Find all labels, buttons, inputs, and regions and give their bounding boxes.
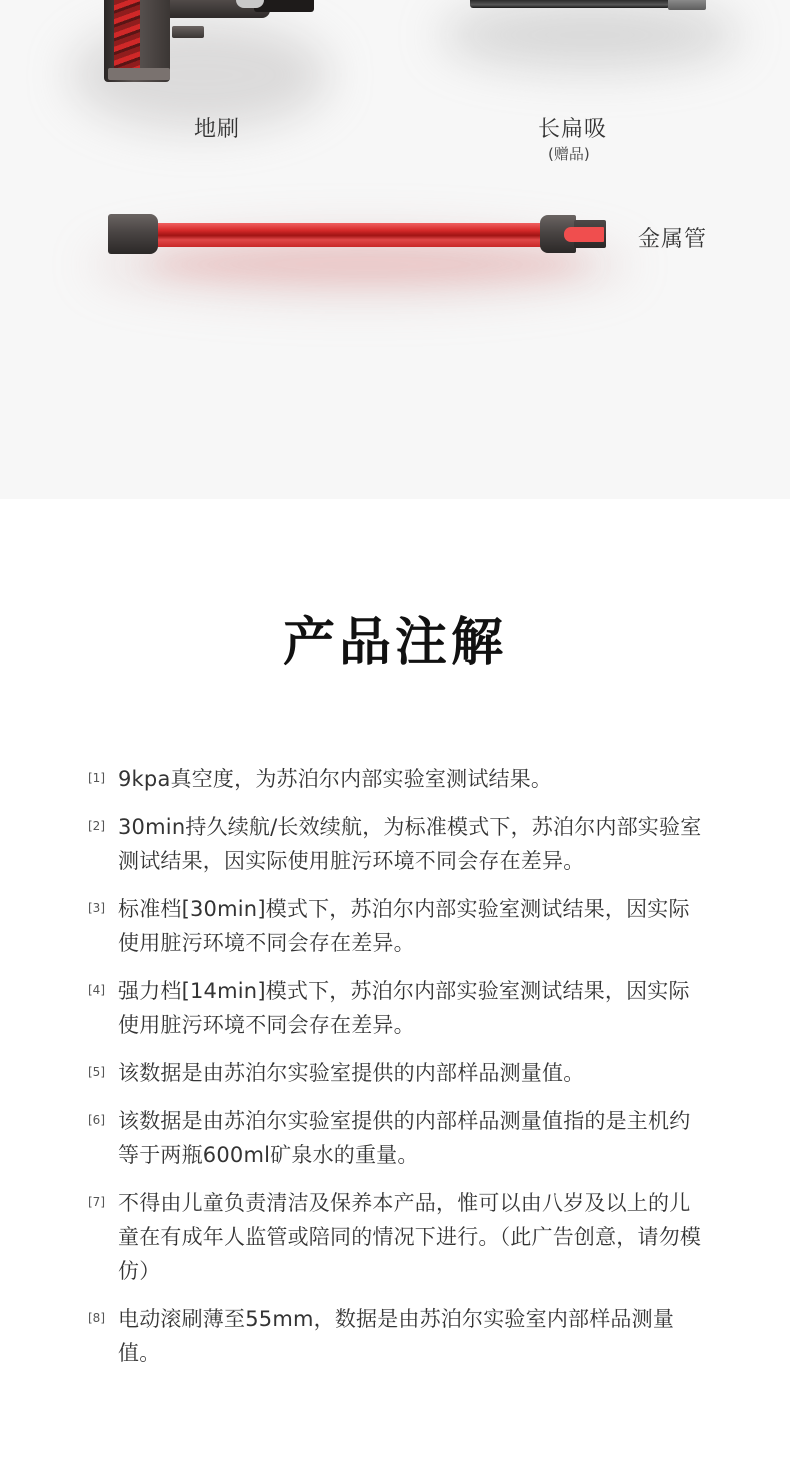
- note-item: [88, 762, 708, 796]
- note-item: [88, 1302, 708, 1370]
- note-text: 该数据是由苏泊尔实验室提供的内部样品测量值。: [118, 1061, 585, 1085]
- accessories-panel: [0, 0, 790, 499]
- note-text: 9kpa真空度，为苏泊尔内部实验室测试结果。: [118, 767, 553, 791]
- metal-tube-label: 金属管: [638, 227, 708, 252]
- note-item: [88, 1104, 708, 1172]
- note-item: [88, 810, 708, 878]
- note-text: 标准档[30min]模式下，苏泊尔内部实验室测试结果，因实际使用脏污环境不同会存在差异。: [118, 897, 690, 955]
- notes-list: [88, 762, 708, 1384]
- crevice-tool-image: [470, 0, 707, 12]
- note-text: 该数据是由苏泊尔实验室提供的内部样品测量值指的是主机约等于两瓶600ml矿泉水的重量。: [118, 1109, 691, 1167]
- note-text: 不得由儿童负责清洁及保养本产品，惟可以由八岁及以上的儿童在有成年人监管或陪同的情况下进行。（此广告创意，请勿模仿）: [118, 1191, 702, 1283]
- note-item: [88, 974, 708, 1042]
- note-marker: [1]: [88, 771, 105, 785]
- note-text: 30min持久续航/长效续航，为标准模式下，苏泊尔内部实验室测试结果，因实际使用脏污环境不同会存在差异。: [118, 815, 702, 873]
- brush-roller: [114, 0, 140, 68]
- gift-badge: (赠品): [548, 145, 590, 163]
- floor-brush-image: [104, 0, 314, 82]
- note-item: [88, 1056, 708, 1090]
- note-text: 电动滚刷薄至55mm，数据是由苏泊尔实验室内部样品测量值。: [118, 1307, 675, 1365]
- note-item: [88, 892, 708, 960]
- floor-brush-label: 地刷: [194, 117, 241, 142]
- metal-tube-image: [108, 214, 608, 256]
- note-item: [88, 1186, 708, 1288]
- note-marker: [2]: [88, 819, 105, 833]
- note-marker: [8]: [88, 1311, 105, 1325]
- release-button: [564, 227, 604, 242]
- note-marker: [6]: [88, 1113, 105, 1127]
- note-marker: [5]: [88, 1065, 105, 1079]
- note-text: 强力档[14min]模式下，苏泊尔内部实验室测试结果，因实际使用脏污环境不同会存在差异。: [118, 979, 690, 1037]
- crevice-tool-label: 长扁吸: [538, 117, 608, 142]
- note-marker: [4]: [88, 983, 105, 997]
- note-marker: [7]: [88, 1195, 105, 1209]
- notes-title: 产品注解: [282, 613, 507, 673]
- note-marker: [3]: [88, 901, 105, 915]
